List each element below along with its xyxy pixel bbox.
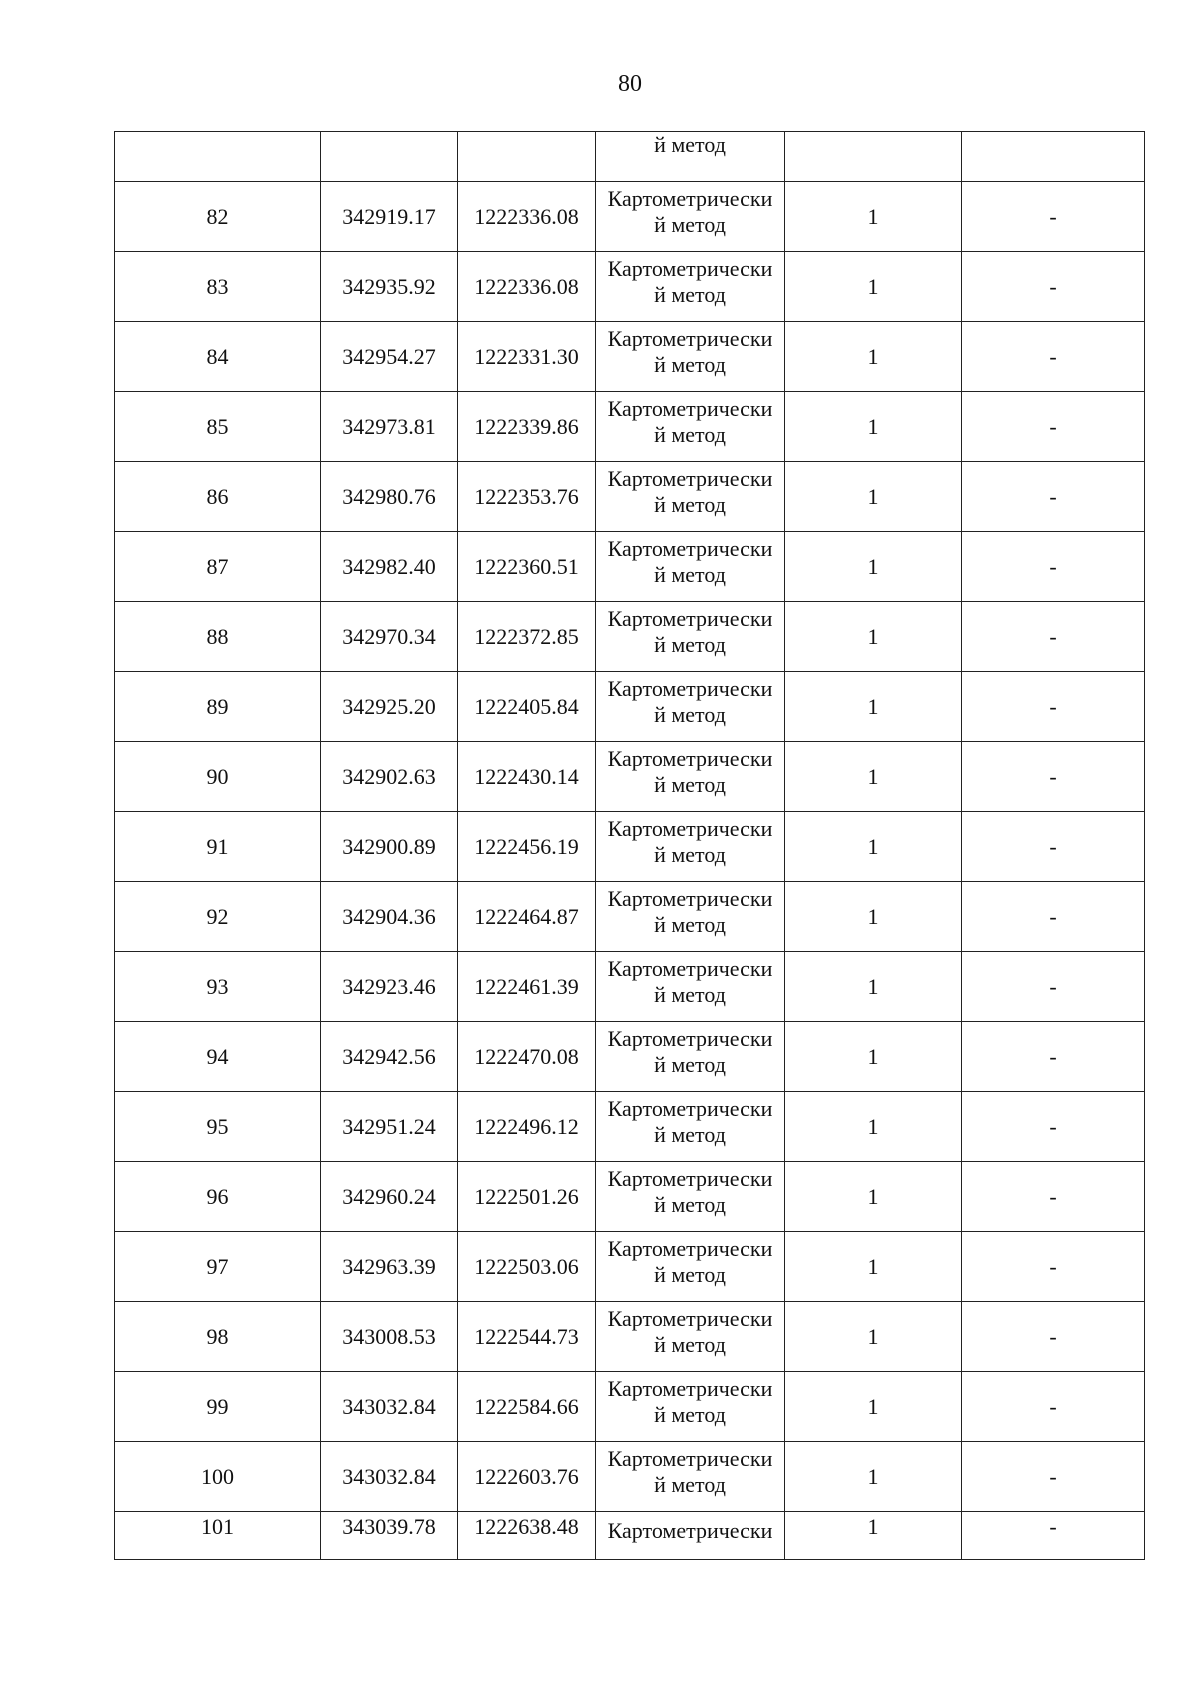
table-row xyxy=(115,1162,1145,1232)
table-row xyxy=(115,812,1145,882)
note-cell: - xyxy=(962,1232,1145,1302)
point-cell: 85 xyxy=(115,392,321,462)
method-cell xyxy=(596,392,785,462)
y-cell: 1222461.39 xyxy=(458,952,596,1022)
method-line-1: Картометрически xyxy=(607,815,773,841)
method-cell xyxy=(596,1092,785,1162)
note-cell: - xyxy=(962,882,1145,952)
x-cell: 342954.27 xyxy=(321,322,458,392)
method-line-2: й метод xyxy=(654,132,726,157)
point-cell: 90 xyxy=(115,742,321,812)
y-cell: 1222405.84 xyxy=(458,672,596,742)
method-cell xyxy=(596,182,785,252)
accuracy-cell: 1 xyxy=(785,1092,962,1162)
method-line-2: й метод xyxy=(654,1401,726,1427)
method-cell xyxy=(596,812,785,882)
method-cell xyxy=(596,742,785,812)
point-cell: 96 xyxy=(115,1162,321,1232)
method-line-2: й метод xyxy=(654,351,726,377)
y-cell: 1222339.86 xyxy=(458,392,596,462)
accuracy-cell: 1 xyxy=(785,1512,962,1560)
y-cell: 1222464.87 xyxy=(458,882,596,952)
method-line-1: Картометрически xyxy=(607,605,773,631)
accuracy-cell: 1 xyxy=(785,602,962,672)
note-cell: - xyxy=(962,742,1145,812)
table-row xyxy=(115,672,1145,742)
accuracy-cell: 1 xyxy=(785,322,962,392)
method-line-2: й метод xyxy=(654,491,726,517)
table-row xyxy=(115,742,1145,812)
point-cell: 98 xyxy=(115,1302,321,1372)
method-line-1: Картометрически xyxy=(607,395,773,421)
method-cell xyxy=(596,602,785,672)
method-line-1: Картометрически xyxy=(607,185,773,211)
method-line-2: й метод xyxy=(654,1121,726,1147)
x-cell: 343032.84 xyxy=(321,1442,458,1512)
method-cell xyxy=(596,952,785,1022)
x-cell: 342935.92 xyxy=(321,252,458,322)
point-cell: 83 xyxy=(115,252,321,322)
point-cell: 88 xyxy=(115,602,321,672)
method-line-2: й метод xyxy=(654,281,726,307)
y-cell: 1222603.76 xyxy=(458,1442,596,1512)
note-cell: - xyxy=(962,812,1145,882)
table-row xyxy=(115,602,1145,672)
y-cell: 1222430.14 xyxy=(458,742,596,812)
method-line-2: й метод xyxy=(654,911,726,937)
method-line-1: Картометрически xyxy=(607,1235,773,1261)
y-cell: 1222372.85 xyxy=(458,602,596,672)
method-line-1: Картометрически xyxy=(607,535,773,561)
method-cell xyxy=(596,1162,785,1232)
method-line-2: й метод xyxy=(654,211,726,237)
method-line-2: й метод xyxy=(654,1261,726,1287)
point-cell: 97 xyxy=(115,1232,321,1302)
table-row xyxy=(115,1512,1145,1560)
accuracy-cell: 1 xyxy=(785,182,962,252)
method-line-1: Картометрически xyxy=(607,1165,773,1191)
note-cell: - xyxy=(962,322,1145,392)
method-cell xyxy=(596,1232,785,1302)
table-row xyxy=(115,182,1145,252)
point-cell: 99 xyxy=(115,1372,321,1442)
y-cell: 1222496.12 xyxy=(458,1092,596,1162)
x-cell: 342970.34 xyxy=(321,602,458,672)
method-line-2: й метод xyxy=(654,1331,726,1357)
accuracy-cell: 1 xyxy=(785,1022,962,1092)
note-cell: - xyxy=(962,1162,1145,1232)
table-row xyxy=(115,1372,1145,1442)
method-line-2: й метод xyxy=(654,421,726,447)
accuracy-cell: 1 xyxy=(785,392,962,462)
method-line-1: Картометрически xyxy=(607,1025,773,1051)
method-line-1: Картометрически xyxy=(607,465,773,491)
coordinates-table xyxy=(114,131,1145,1560)
method-line-1: Картометрически xyxy=(607,745,773,771)
accuracy-cell: 1 xyxy=(785,252,962,322)
y-cell: 1222353.76 xyxy=(458,462,596,532)
method-line-2: й метод xyxy=(654,631,726,657)
accuracy-cell: 1 xyxy=(785,672,962,742)
note-cell: - xyxy=(962,182,1145,252)
x-cell: 343008.53 xyxy=(321,1302,458,1372)
y-cell: 1222360.51 xyxy=(458,532,596,602)
point-cell: 92 xyxy=(115,882,321,952)
y-cell: 1222638.48 xyxy=(458,1512,596,1560)
point-cell: 100 xyxy=(115,1442,321,1512)
y-cell: 1222584.66 xyxy=(458,1372,596,1442)
accuracy-cell: 1 xyxy=(785,952,962,1022)
note-cell: - xyxy=(962,602,1145,672)
x-cell: 342960.24 xyxy=(321,1162,458,1232)
y-cell: 1222501.26 xyxy=(458,1162,596,1232)
table-row xyxy=(115,882,1145,952)
accuracy-cell: 1 xyxy=(785,1302,962,1372)
coordinates-table-body xyxy=(115,132,1145,1560)
method-line-1: Картометрически xyxy=(607,955,773,981)
point-cell xyxy=(115,132,321,182)
note-cell: - xyxy=(962,392,1145,462)
note-cell: - xyxy=(962,252,1145,322)
note-cell xyxy=(962,132,1145,182)
method-line-1: Картометрически xyxy=(607,325,773,351)
y-cell: 1222336.08 xyxy=(458,252,596,322)
y-cell: 1222456.19 xyxy=(458,812,596,882)
y-cell: 1222503.06 xyxy=(458,1232,596,1302)
page-number: 80 xyxy=(618,71,642,97)
method-line-2: й метод xyxy=(654,841,726,867)
table-row xyxy=(115,1092,1145,1162)
x-cell: 342902.63 xyxy=(321,742,458,812)
note-cell: - xyxy=(962,1302,1145,1372)
table-row xyxy=(115,1022,1145,1092)
method-line-2: й метод xyxy=(654,701,726,727)
accuracy-cell: 1 xyxy=(785,1372,962,1442)
method-cell xyxy=(596,1302,785,1372)
method-line-2: й метод xyxy=(654,1191,726,1217)
table-row xyxy=(115,532,1145,602)
x-cell: 342925.20 xyxy=(321,672,458,742)
y-cell xyxy=(458,132,596,182)
note-cell: - xyxy=(962,532,1145,602)
accuracy-cell xyxy=(785,132,962,182)
table-row xyxy=(115,322,1145,392)
table-row xyxy=(115,462,1145,532)
method-line-1: Картометрически xyxy=(607,255,773,281)
note-cell: - xyxy=(962,1442,1145,1512)
method-line-2: й метод xyxy=(654,981,726,1007)
x-cell xyxy=(321,132,458,182)
accuracy-cell: 1 xyxy=(785,532,962,602)
x-cell: 342923.46 xyxy=(321,952,458,1022)
x-cell: 343032.84 xyxy=(321,1372,458,1442)
note-cell: - xyxy=(962,462,1145,532)
method-line-1: Картометрически xyxy=(607,1095,773,1121)
table-row xyxy=(115,1232,1145,1302)
note-cell: - xyxy=(962,1512,1145,1560)
method-cell xyxy=(596,132,785,182)
note-cell: - xyxy=(962,952,1145,1022)
note-cell: - xyxy=(962,1022,1145,1092)
method-cell xyxy=(596,462,785,532)
point-cell: 84 xyxy=(115,322,321,392)
x-cell: 342982.40 xyxy=(321,532,458,602)
x-cell: 342973.81 xyxy=(321,392,458,462)
point-cell: 101 xyxy=(115,1512,321,1560)
method-line-2: й метод xyxy=(654,771,726,797)
method-cell xyxy=(596,1512,785,1560)
method-line-1: Картометрически xyxy=(607,1305,773,1331)
x-cell: 342942.56 xyxy=(321,1022,458,1092)
continuation-row xyxy=(115,132,1145,182)
point-cell: 82 xyxy=(115,182,321,252)
accuracy-cell: 1 xyxy=(785,1442,962,1512)
accuracy-cell: 1 xyxy=(785,462,962,532)
method-cell xyxy=(596,252,785,322)
method-cell xyxy=(596,1372,785,1442)
method-line-1: Картометрически xyxy=(607,1445,773,1471)
point-cell: 87 xyxy=(115,532,321,602)
accuracy-cell: 1 xyxy=(785,882,962,952)
point-cell: 91 xyxy=(115,812,321,882)
x-cell: 342951.24 xyxy=(321,1092,458,1162)
x-cell: 343039.78 xyxy=(321,1512,458,1560)
method-line-1: Картометрически xyxy=(607,675,773,701)
method-cell xyxy=(596,672,785,742)
accuracy-cell: 1 xyxy=(785,742,962,812)
method-line-1: Картометрически xyxy=(607,1375,773,1401)
x-cell: 342980.76 xyxy=(321,462,458,532)
point-cell: 94 xyxy=(115,1022,321,1092)
note-cell: - xyxy=(962,1372,1145,1442)
y-cell: 1222331.30 xyxy=(458,322,596,392)
point-cell: 86 xyxy=(115,462,321,532)
point-cell: 95 xyxy=(115,1092,321,1162)
method-cell xyxy=(596,322,785,392)
point-cell: 93 xyxy=(115,952,321,1022)
x-cell: 342919.17 xyxy=(321,182,458,252)
y-cell: 1222336.08 xyxy=(458,182,596,252)
accuracy-cell: 1 xyxy=(785,1162,962,1232)
method-cell xyxy=(596,1022,785,1092)
method-cell xyxy=(596,882,785,952)
method-line-2: й метод xyxy=(654,561,726,587)
method-cell xyxy=(596,532,785,602)
method-line-2: й метод xyxy=(654,1471,726,1497)
table-row xyxy=(115,392,1145,462)
x-cell: 342963.39 xyxy=(321,1232,458,1302)
method-cell xyxy=(596,1442,785,1512)
table-row xyxy=(115,252,1145,322)
x-cell: 342904.36 xyxy=(321,882,458,952)
point-cell: 89 xyxy=(115,672,321,742)
accuracy-cell: 1 xyxy=(785,812,962,882)
method-line-2: й метод xyxy=(654,1051,726,1077)
method-line-1: Картометрически xyxy=(607,885,773,911)
table-row xyxy=(115,1302,1145,1372)
table-row xyxy=(115,1442,1145,1512)
note-cell: - xyxy=(962,1092,1145,1162)
x-cell: 342900.89 xyxy=(321,812,458,882)
table-row xyxy=(115,952,1145,1022)
note-cell: - xyxy=(962,672,1145,742)
method-line-1: Картометрически xyxy=(607,1518,773,1543)
y-cell: 1222544.73 xyxy=(458,1302,596,1372)
accuracy-cell: 1 xyxy=(785,1232,962,1302)
y-cell: 1222470.08 xyxy=(458,1022,596,1092)
